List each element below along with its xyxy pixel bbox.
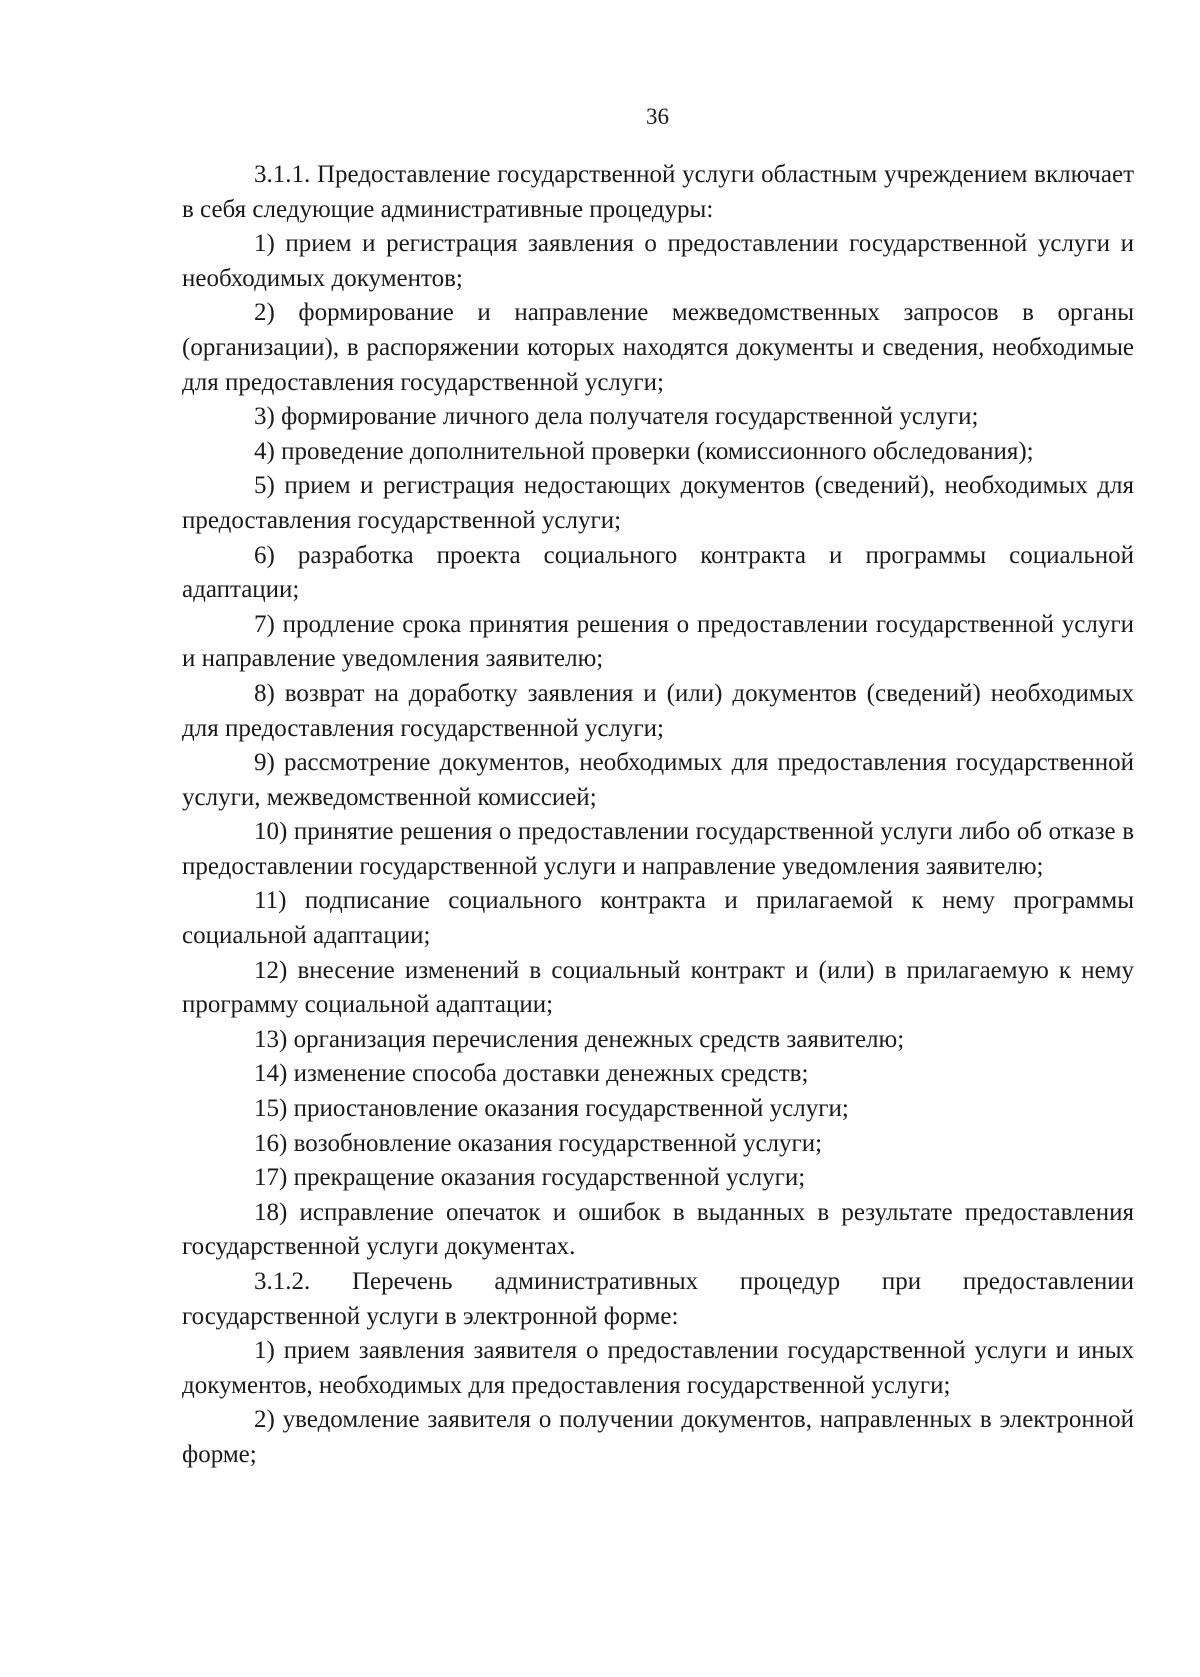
list-item-11: 11) подписание социального контракта и прилагаемой к нему программы социальной адаптации; (182, 887, 1134, 950)
list-item-4: 4) проведение дополнительной проверки (комиссионного обследования); (254, 437, 1034, 465)
list-item-3: 3) формирование личного дела получателя государственной услуги; (254, 403, 979, 431)
paragraph-3-1-1: 3.1.1. Предоставление государственной услуги областным учреждением включает в себя следующие административные процедуры: (182, 161, 1134, 223)
list-item-7: 7) продление срока принятия решения о предоставлении государственной услуги и направление уведомления заявителю; (182, 610, 1134, 673)
list-item-13: 13) организация перечисления денежных средств заявителю; (254, 1025, 905, 1053)
electronic-list-item-1: 1) прием заявления заявителя о предоставлении государственной услуги и иных документов, необходимых для предоставления государственной услуги; (182, 1337, 1134, 1399)
list-item-5: 5) прием и регистрация недостающих документов (сведений), необходимых для предоставления государственной услуги; (182, 472, 1134, 534)
list-item-16: 16) возобновление оказания государственной услуги; (254, 1129, 823, 1157)
list-item-14: 14) изменение способа доставки денежных средств; (254, 1060, 809, 1088)
list-item-2: 2) формирование и направление межведомственных запросов в органы (организации), в распоряжении которых находятся документы и сведения, необходимые для предоставления государственной услуги; (182, 299, 1134, 396)
list-item-15: 15) приостановление оказания государственной услуги; (254, 1095, 849, 1123)
list-item-8: 8) возврат на доработку заявления и (или) документов (сведений) необходимых для предоставления государственной услуги; (182, 679, 1134, 742)
list-item-10: 10) принятие решения о предоставлении государственной услуги либо об отказе в предоставлении государственной услуги и направление уведомления заявителю; (182, 818, 1134, 880)
list-item-1: 1) прием и регистрация заявления о предоставлении государственной услуги и необходимых документов; (182, 230, 1134, 292)
list-item-17: 17) прекращение оказания государственной услуги; (254, 1164, 806, 1192)
list-item-6: 6) разработка проекта социального контракта и программы социальной адаптации; (182, 541, 1134, 604)
list-item-18: 18) исправление опечаток и ошибок в выданных в результате предоставления государственной услуги документах. (182, 1198, 1134, 1261)
page-number: 36 (646, 104, 669, 129)
list-item-9: 9) рассмотрение документов, необходимых для предоставления государственной услуги, межведомственной комиссией; (182, 749, 1134, 811)
electronic-list-item-2: 2) уведомление заявителя о получении документов, направленных в электронной форме; (182, 1406, 1134, 1468)
list-item-12: 12) внесение изменений в социальный контракт и (или) в прилагаемую к нему программу социальной адаптации; (182, 956, 1134, 1019)
document-body (182, 158, 1134, 1473)
paragraph-3-1-2: 3.1.2. Перечень административных процедур при предоставлении государственной услуги в электронной форме: (182, 1268, 1134, 1330)
